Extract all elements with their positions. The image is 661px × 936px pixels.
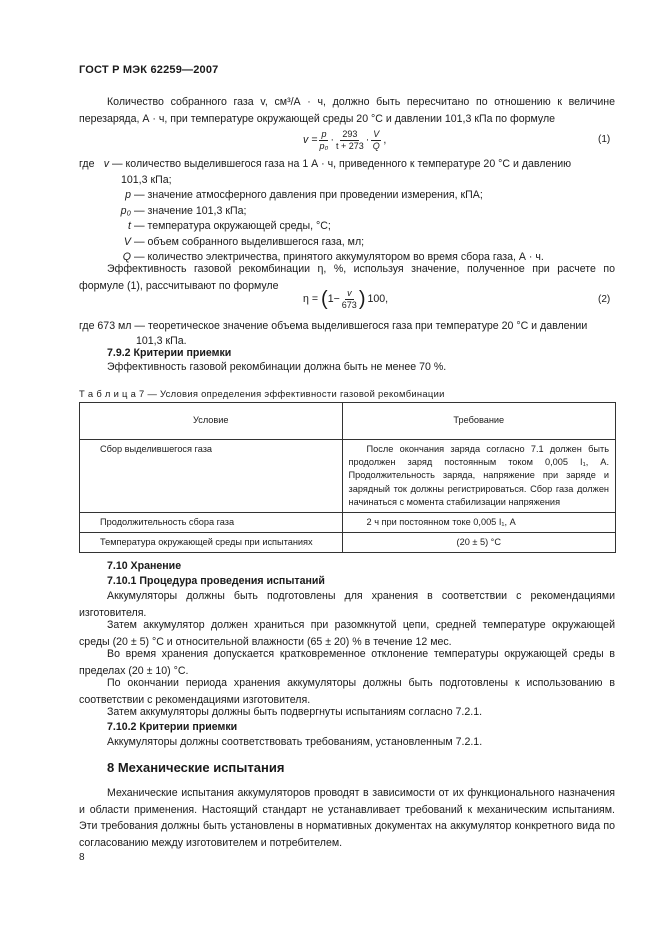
definition-673: где 673 мл — теоретическое значение объема выделившегося газа при температуре 20 °С и давлении [79,320,588,332]
fraction-temperature: $\frac{293}{t + 273}$ [335,128,364,151]
column-header-condition: Условие [80,403,343,440]
paragraph-gas-volume: Количество собранного газа v, см³/А · ч, должно быть пересчитано по отношению к величине перезаряда, А · ч, при температуре окружающей среды 20 °С и давлении 101,3 кПа по формуле [79,96,615,125]
definition-row: где v — количество выделившегося газа на 1 А · ч, приведенного к температуре 20 °С и давлению [79,158,572,170]
fraction-v-673: $\frac{v}{673}$ [341,287,357,310]
table-cell: 2 ч при постоянном токе 0,005 I₁, А [342,513,615,533]
table-cell: Продолжительность сбора газа [80,513,343,533]
formula-1: v = $\frac{p}{\text{p₀}}$ · $\frac{293}{t + 273}$ · $\frac{V}{Q}$ , [303,128,387,151]
paragraph-storage-criteria: Аккумуляторы должны соответствовать требованиям, установленным 7.2.1. [107,736,483,748]
paragraph-storage-deviation: Во время хранения допускается кратковременное отклонение температуры окружающей среды в пределах (20 ± 10) °С. [79,648,615,677]
definition-row: V — объем собранного выделившегося газа, мл; [123,235,365,248]
paragraph-mechanical-tests: Механические испытания аккумуляторов проводят в зависимости от их функционального назначения и области применения. Настоящий стандарт не устанавливает требований к механическим испытаниям. Эти требования должны быть установлены в нормативных документах на аккумулятор конкретного вида по согласованию между изготовителем и потребителем. [79,787,615,849]
definition-673-cont: 101,3 кПа. [136,335,187,347]
page-header: ГОСТ Р МЭК 62259—2007 [79,64,219,76]
definition-row: 101,3 кПа; [121,173,172,186]
table-cell: Сбор выделившегося газа [80,440,343,513]
table-cell: (20 ± 5) °С [342,533,615,553]
section-7-10-2-heading: 7.10.2 Критерии приемки [107,721,238,733]
formula-2-number: (2) [598,294,611,305]
section-7-9-2-heading: 7.9.2 Критерии приемки [107,347,232,359]
paragraph-recombination: Эффективность газовой рекомбинации η, %, используя значение, полученное при расчете по формуле (1), рассчитывают по формуле [79,263,615,292]
paragraph-storage-test: Затем аккумуляторы должны быть подвергнуты испытаниям согласно 7.2.1. [107,706,483,718]
definition-row: Q — количество электричества, принятого аккумулятором во время сбора газа, А · ч. [122,251,544,263]
table-cell: Температура окружающей среды при испытаниях [80,533,343,553]
fraction-pressure: $\frac{p}{\text{p₀}}$ [319,128,329,151]
page-number: 8 [79,852,85,863]
paragraph-storage-end: По окончании периода хранения аккумуляторы должны быть подготовлены к использованию в соответствии с рекомендациями изготовителя. [79,677,615,706]
formula-1-number: (1) [598,134,611,145]
formula-1-lhs: v = [303,134,318,146]
paragraph-storage-conditions: Затем аккумулятор должен храниться при разомкнутой цепи, средней температуре окружающей среды (20 ± 5) °С и относительной влажности (65 ± 20) % в течение 12 мес. [79,619,615,648]
conditions-table [79,402,616,553]
definition-row: t — температура окружающей среды, °С; [128,220,331,232]
definitions-list [79,157,619,266]
definition-row: p₀ — значение 101,3 кПа; [120,204,247,217]
section-7-10-heading: 7.10 Хранение [107,560,182,572]
fraction-volume: $\frac{V}{Q}$ [372,128,380,151]
table-row [80,513,616,533]
table-caption: Т а б л и ц а 7 — Условия определения эффективности газовой рекомбинации [79,388,445,399]
column-header-requirement: Требование [342,403,615,440]
formula-2: η = ( 1− $\frac{v}{673}$ ) 100, [303,287,389,310]
table-cell: После окончания заряда согласно 7.1 должен быть продолжен заряд постоянным током 0,005 I₁, А. Продолжительность заряда, напряжение при заряде и зарядный ток должны регистрироваться. Сбор газа должен начинаться с момента стабилизации напряжения [342,440,615,513]
section-8-heading: 8 Механические испытания [107,760,285,775]
table-row [80,533,616,553]
definition-row: p — значение атмосферного давления при проведении измерения, кПА; [125,189,483,201]
section-7-10-1-heading: 7.10.1 Процедура проведения испытаний [107,575,325,587]
table-header-row [80,403,616,440]
paragraph-storage-prep: Аккумуляторы должны быть подготовлены для хранения в соответствии с рекомендациями изготовителя. [79,590,615,619]
section-7-9-2-text: Эффективность газовой рекомбинации должна быть не менее 70 %. [107,361,447,373]
table-row [80,440,616,513]
